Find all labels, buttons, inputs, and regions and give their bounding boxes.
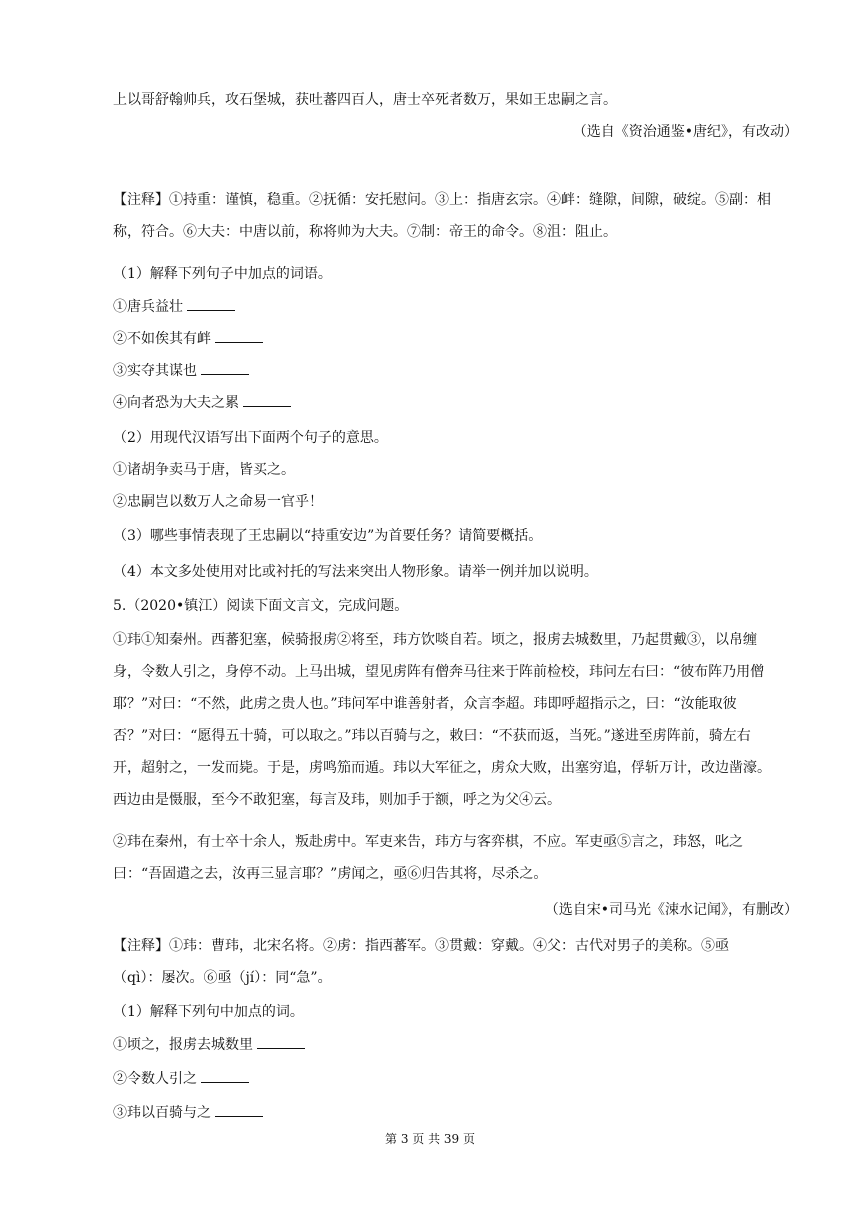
question-item: ②忠嗣岂以数万人之命易一官乎！ bbox=[113, 494, 323, 510]
answer-blank[interactable] bbox=[201, 360, 249, 375]
question-item: ①诸胡争卖马于唐，皆买之。 bbox=[113, 462, 295, 478]
answer-blank[interactable] bbox=[215, 1102, 263, 1117]
page-footer: 第 3 页 共 39 页 bbox=[385, 1132, 475, 1146]
question-item-text: ②令数人引之 bbox=[113, 1071, 197, 1087]
passage-paragraph: ②玮在秦州，有士卒十余人，叛赴虏中。军吏来告，玮方与客弈棋，不应。军吏亟⑤言之，玮怒，叱之曰：“吾固遣之去，汝再三显言耶？”虏闻之，亟⑥归告其将，尽杀之。 bbox=[113, 834, 743, 882]
question-item-text: ③玮以百骑与之 bbox=[113, 1105, 211, 1121]
source-citation: （选自《资治通鉴•唐纪》，有改动） bbox=[572, 124, 798, 140]
question-item bbox=[113, 360, 249, 381]
answer-blank[interactable] bbox=[243, 392, 291, 407]
question-item-text: ④向者恐为大夫之累 bbox=[113, 395, 239, 411]
question-4: （4）本文多处使用对比或衬托的写法来突出人物形象。请举一例并加以说明。 bbox=[113, 564, 598, 580]
question-item bbox=[113, 1102, 263, 1123]
answer-blank[interactable] bbox=[201, 1068, 249, 1083]
question-item-text: ①顷之，报虏去城数里 bbox=[113, 1037, 253, 1053]
question-item-text: ③实夺其谋也 bbox=[113, 363, 197, 379]
annotation-paragraph: 【注释】①玮：曹玮，北宋名将。②虏：指西蕃军。③贯戴：穿戴。④父：古代对男子的美称。⑤亟（qì）：屡次。⑥亟（jí）：同“急”。 bbox=[113, 938, 729, 986]
question-item bbox=[113, 1034, 305, 1055]
question-1: （1）解释下列句子中加点的词语。 bbox=[113, 266, 332, 282]
answer-blank[interactable] bbox=[257, 1034, 305, 1049]
question-item bbox=[113, 1068, 249, 1089]
question-item-text: ②不如俟其有衅 bbox=[113, 331, 211, 347]
passage-paragraph: ①玮①知秦州。西蕃犯塞，候骑报虏②将至，玮方饮啖自若。顷之，报虏去城数里，乃起贯戴③，以帛缠身，令数人引之，身停不动。上马出城，望见虏阵有僧奔马往来于阵前检校，玮问左右曰：“彼布阵乃用僧耶？”对曰：“不然，此虏之贵人也。”玮问军中谁善射者，众言李超。玮即呼超指示之，曰：“汝能取彼否？”对曰：“愿得五十骑，可以取之。”玮以百骑与之，敕曰：“不获而返，当死。”遂进至虏阵前，骑左右开，超射之，一发而毙。于是，虏鸣笳而遁。玮以大军征之，虏众大败，出塞穷追，俘斩万计，改边凿濠。西边由是慑服，至今不敢犯塞，每言及玮，则加手于额，呼之为父④云。 bbox=[113, 632, 771, 808]
question-1: （1）解释下列句中加点的词。 bbox=[113, 1004, 304, 1020]
question-item bbox=[113, 328, 263, 349]
answer-blank[interactable] bbox=[187, 296, 235, 311]
question-item-text: ①唐兵益壮 bbox=[113, 299, 183, 315]
problem-title: 5.（2020•镇江）阅读下面文言文，完成问题。 bbox=[113, 598, 409, 614]
source-citation: （选自宋•司马光《涑水记闻》，有删改） bbox=[544, 902, 798, 918]
answer-blank[interactable] bbox=[215, 328, 263, 343]
question-item bbox=[113, 392, 291, 413]
question-2: （2）用现代汉语写出下面两个句子的意思。 bbox=[113, 430, 388, 446]
question-3: （3）哪些事情表现了王忠嗣以“持重安边”为首要任务？请简要概括。 bbox=[113, 528, 543, 544]
text-line: 上以哥舒翰帅兵，攻石堡城，获吐蕃四百人，唐士卒死者数万，果如王忠嗣之言。 bbox=[113, 92, 617, 108]
annotation-paragraph: 【注释】①持重：谨慎，稳重。②抚循：安托慰问。③上：指唐玄宗。④衅：缝隙，间隙，破绽。⑤副：相称，符合。⑥大夫：中唐以前，称将帅为大夫。⑦制：帝王的命令。⑧沮：阻止。 bbox=[113, 192, 771, 240]
question-item bbox=[113, 296, 235, 317]
